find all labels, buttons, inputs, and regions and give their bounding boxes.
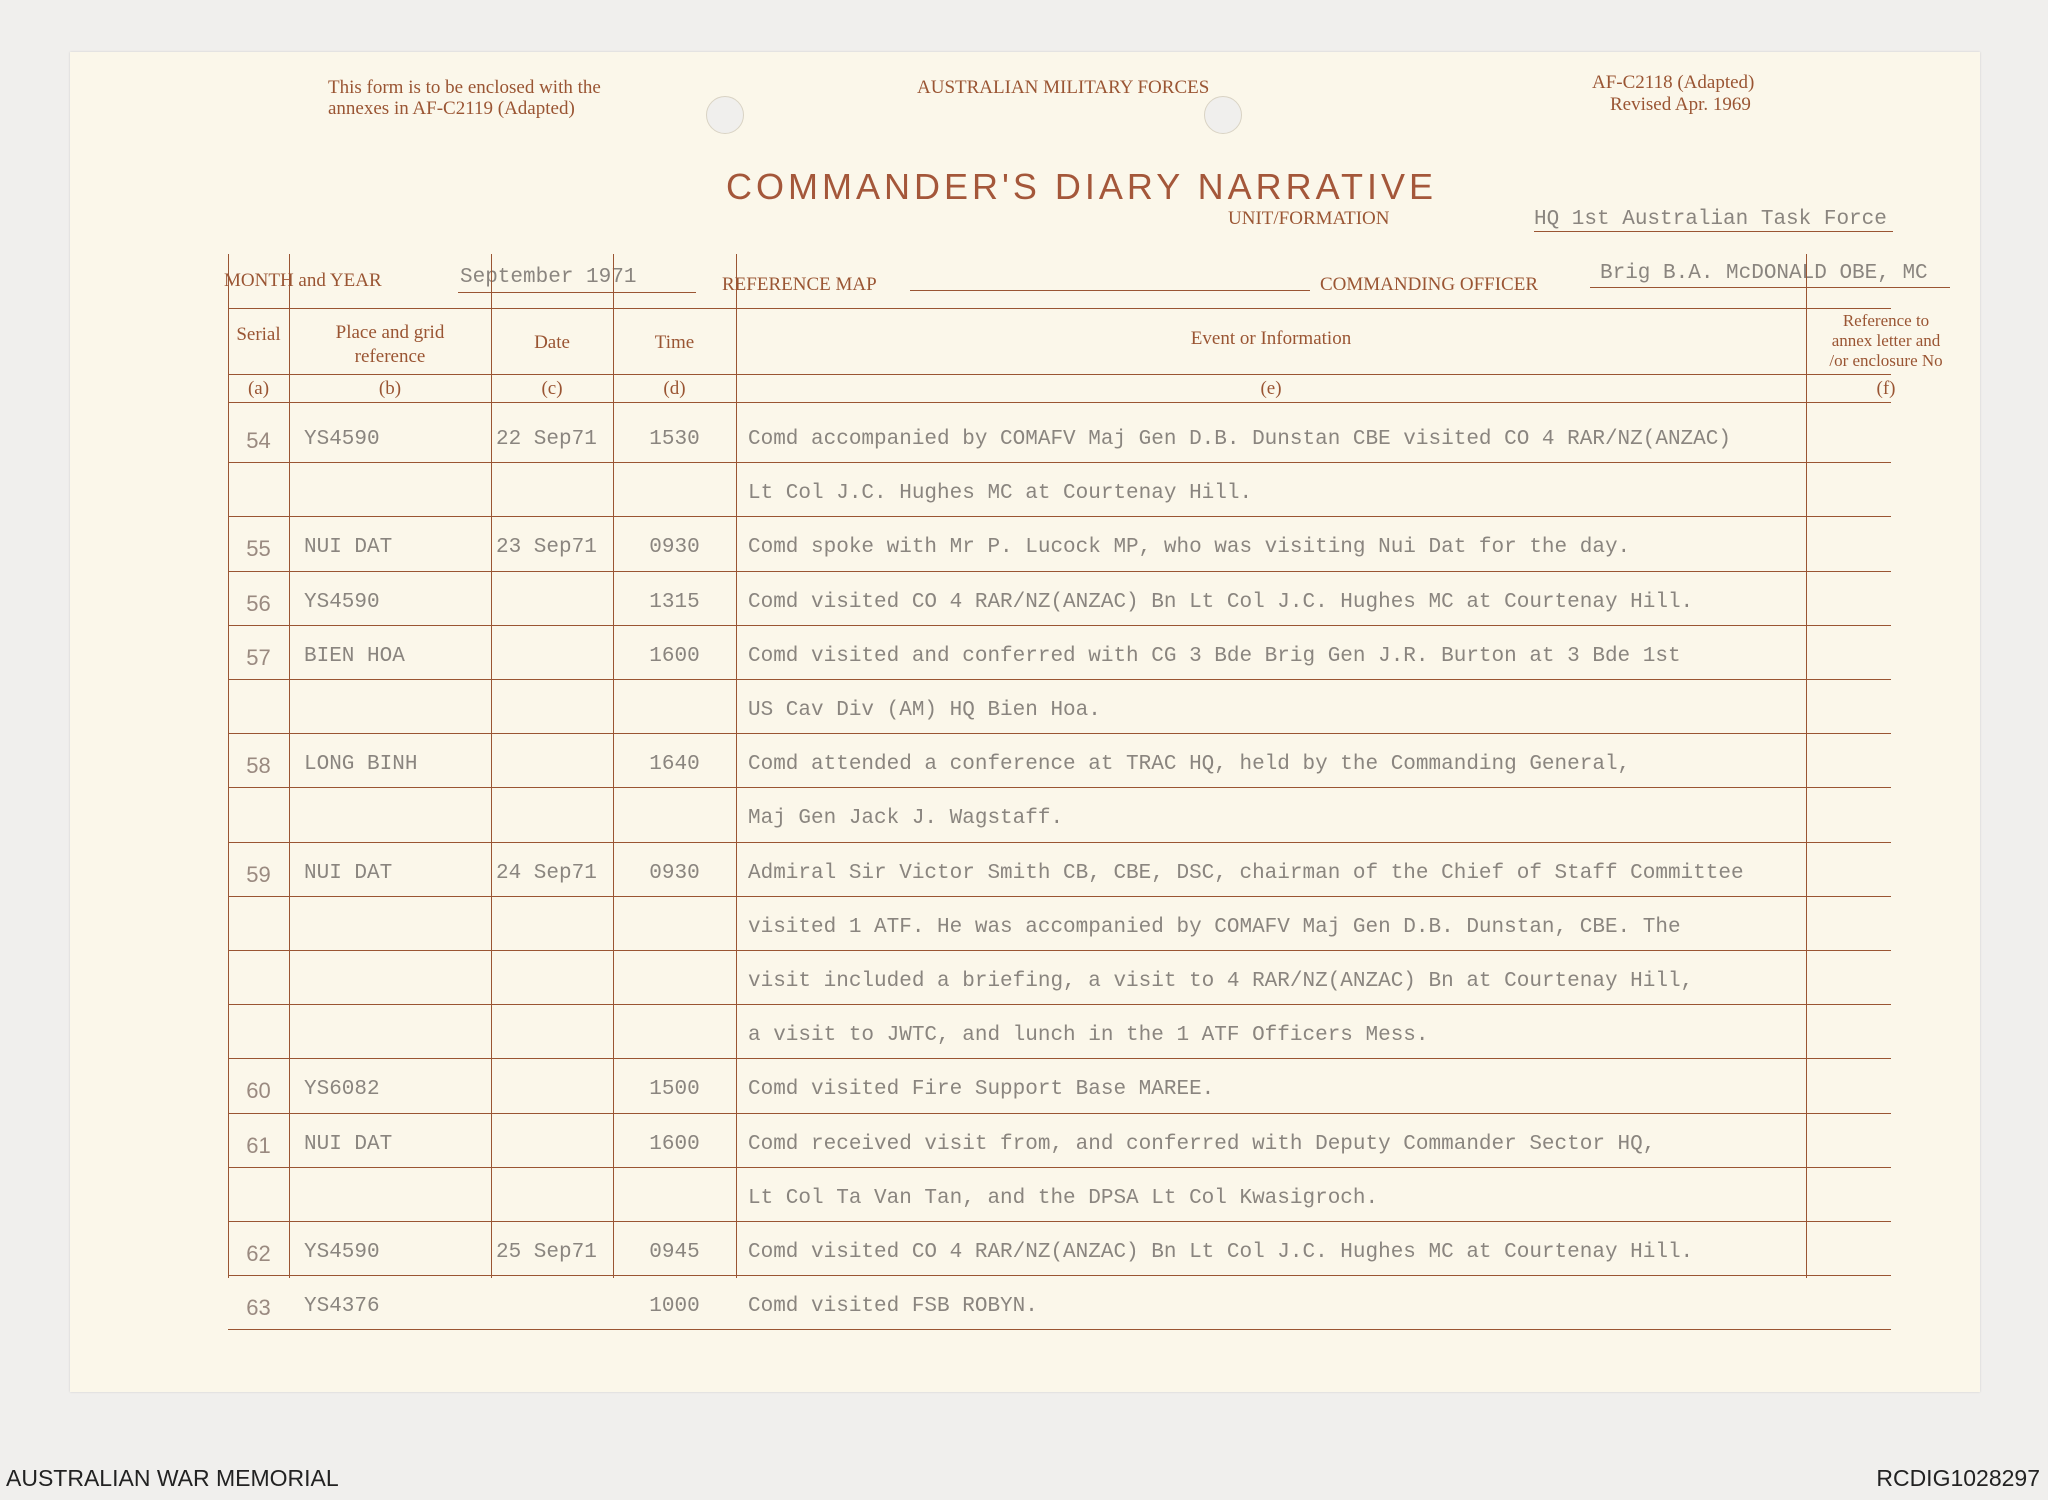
col-rule-2 xyxy=(491,254,492,1278)
row-place-cell: YS4376 xyxy=(304,1295,380,1319)
header-place-line1: Place and grid xyxy=(335,322,445,343)
row-time-cell: 1600 xyxy=(649,1132,700,1156)
row-place-cell: YS4590 xyxy=(304,428,380,451)
row-rule xyxy=(228,1329,1891,1330)
row-serial-cell: 62 xyxy=(246,1241,271,1266)
row-event-cell: visited 1 ATF. He was accompanied by COMAFV Maj Gen D.B. Dunstan, CBE. The xyxy=(748,915,1681,939)
row-time-cell: 0930 xyxy=(649,861,700,885)
row-event-cell: Comd received visit from, and conferred with Deputy Commander Sector HQ, xyxy=(748,1132,1656,1156)
row-time-cell: 1600 xyxy=(649,644,700,668)
row-place-cell: NUI DAT xyxy=(304,536,393,560)
month-year-label: MONTH and YEAR xyxy=(224,270,382,291)
row-event-cell: a visit to JWTC, and lunch in the 1 ATF Officers Mess. xyxy=(748,1024,1429,1048)
header-reference-line3: /or enclosure No xyxy=(1829,351,1943,370)
col-letter-b: (b) xyxy=(378,378,402,399)
row-place-cell: BIEN HOA xyxy=(304,644,405,668)
commanding-officer-value: Brig B.A. McDONALD OBE, MC xyxy=(1600,262,1928,285)
commanding-officer-label: COMMANDING OFFICER xyxy=(1320,274,1538,295)
row-event-cell: Comd visited Fire Support Base MAREE. xyxy=(748,1078,1215,1102)
row-serial-cell: 63 xyxy=(246,1295,271,1321)
row-event-cell: Lt Col Ta Van Tan, and the DPSA Lt Col Kwasigroch. xyxy=(748,1186,1379,1210)
row-event-cell: Maj Gen Jack J. Wagstaff. xyxy=(748,807,1064,831)
row-rule xyxy=(228,733,1891,734)
row-event-cell: Comd spoke with Mr P. Lucock MP, who was visiting Nui Dat for the day. xyxy=(748,536,1631,560)
row-rule xyxy=(228,1113,1891,1114)
header-reference-line1: Reference to xyxy=(1842,311,1930,330)
row-time-cell: 0930 xyxy=(649,536,700,560)
row-rule xyxy=(228,787,1891,788)
row-rule xyxy=(228,842,1891,843)
row-rule xyxy=(228,1167,1891,1168)
header-mid-rule xyxy=(228,374,1891,375)
reference-map-label: REFERENCE MAP xyxy=(722,274,877,295)
row-rule xyxy=(228,679,1891,680)
row-rule xyxy=(228,571,1891,572)
diary-table xyxy=(156,254,1943,1321)
row-place-cell: YS4590 xyxy=(304,590,380,614)
row-place-cell: LONG BINH xyxy=(304,753,418,777)
org-name: AUSTRALIAN MILITARY FORCES xyxy=(917,77,1210,98)
col-letter-f: (f) xyxy=(1876,378,1896,399)
form-number: AF-C2118 (Adapted) xyxy=(1592,72,1755,93)
row-time-cell: 1315 xyxy=(649,590,700,614)
col-letter-e: (e) xyxy=(1260,378,1282,399)
unit-formation-label: UNIT/FORMATION xyxy=(1228,208,1390,229)
col-letter-d: (d) xyxy=(663,378,686,399)
unit-formation-value: HQ 1st Australian Task Force xyxy=(1534,208,1893,232)
enclosure-note-line2: annexes in AF-C2119 (Adapted) xyxy=(328,98,575,119)
row-event-cell: US Cav Div (AM) HQ Bien Hoa. xyxy=(748,699,1101,722)
row-rule xyxy=(228,1058,1891,1059)
row-event-cell: Comd visited CO 4 RAR/NZ(ANZAC) Bn Lt Col J.C. Hughes MC at Courtenay Hill. xyxy=(748,590,1694,614)
header-place-line2: reference xyxy=(354,346,426,367)
row-rule xyxy=(228,1275,1891,1276)
row-rule xyxy=(228,950,1891,951)
punch-hole-right xyxy=(1204,96,1242,134)
row-serial-cell: 59 xyxy=(246,861,271,887)
row-serial-cell: 57 xyxy=(246,644,271,670)
col-letter-c: (c) xyxy=(541,378,563,399)
row-event-cell: Comd visited CO 4 RAR/NZ(ANZAC) Bn Lt Col J.C. Hughes MC at Courtenay Hill. xyxy=(748,1241,1694,1264)
row-place-cell: NUI DAT xyxy=(304,1132,393,1156)
row-place-cell: YS4590 xyxy=(304,1241,380,1264)
header-time: Time xyxy=(654,332,695,353)
enclosure-note-line1: This form is to be enclosed with the xyxy=(328,77,601,98)
row-place-cell: YS6082 xyxy=(304,1078,380,1102)
row-date-cell: 22 Sep71 xyxy=(496,428,597,451)
row-event-cell: Comd attended a conference at TRAC HQ, held by the Commanding General, xyxy=(748,753,1631,777)
col-rule-4 xyxy=(736,254,737,1278)
row-rule xyxy=(228,516,1891,517)
row-event-cell: Comd accompanied by COMAFV Maj Gen D.B. Dunstan CBE visited CO 4 RAR/NZ(ANZAC) xyxy=(748,428,1731,451)
row-rule xyxy=(228,896,1891,897)
row-place-cell: NUI DAT xyxy=(304,861,393,885)
header-top-rule xyxy=(228,308,1891,309)
header-bottom-rule xyxy=(228,402,1891,403)
col-letter-a: (a) xyxy=(247,378,270,399)
row-serial-cell: 58 xyxy=(246,753,271,779)
row-serial-cell: 56 xyxy=(246,590,271,616)
row-serial-cell: 61 xyxy=(246,1132,271,1158)
row-event-cell: visit included a briefing, a visit to 4 RAR/NZ(ANZAC) Bn at Courtenay Hill, xyxy=(748,970,1694,993)
header-event: Event or Information xyxy=(1190,328,1352,349)
row-serial-cell: 55 xyxy=(246,536,271,562)
month-year-value: September 1971 xyxy=(460,266,637,289)
row-event-cell: Comd visited and conferred with CG 3 Bde Brig Gen J.R. Burton at 3 Bde 1st xyxy=(748,644,1681,668)
col-rule-1 xyxy=(289,254,290,1278)
row-time-cell: 1530 xyxy=(649,428,700,451)
row-time-cell: 1640 xyxy=(649,753,700,777)
row-event-cell: Lt Col J.C. Hughes MC at Courtenay Hill. xyxy=(748,482,1253,506)
row-serial-cell: 60 xyxy=(246,1078,271,1104)
row-event-cell: Comd visited FSB ROBYN. xyxy=(748,1295,1038,1319)
row-rule xyxy=(228,462,1891,463)
row-rule xyxy=(228,625,1891,626)
page-title: COMMANDER'S DIARY NARRATIVE xyxy=(726,166,1437,207)
row-date-cell: 23 Sep71 xyxy=(496,536,597,560)
row-date-cell: 24 Sep71 xyxy=(496,861,597,885)
form-revision: Revised Apr. 1969 xyxy=(1610,94,1751,115)
header-reference-line2: annex letter and xyxy=(1831,331,1941,350)
row-time-cell: 1500 xyxy=(649,1078,700,1102)
row-serial-cell: 54 xyxy=(246,428,271,453)
punch-hole-left xyxy=(706,96,744,134)
footer-archive-name: AUSTRALIAN WAR MEMORIAL xyxy=(6,1465,339,1491)
row-time-cell: 1000 xyxy=(649,1295,700,1319)
footer-record-id: RCDIG1028297 xyxy=(1876,1465,2040,1491)
row-rule xyxy=(228,1004,1891,1005)
header-date: Date xyxy=(534,332,570,353)
header-serial: Serial xyxy=(236,324,281,345)
row-event-cell: Admiral Sir Victor Smith CB, CBE, DSC, chairman of the Chief of Staff Committee xyxy=(748,861,1744,885)
row-rule xyxy=(228,1221,1891,1222)
row-date-cell: 25 Sep71 xyxy=(496,1241,597,1264)
row-time-cell: 0945 xyxy=(649,1241,700,1264)
